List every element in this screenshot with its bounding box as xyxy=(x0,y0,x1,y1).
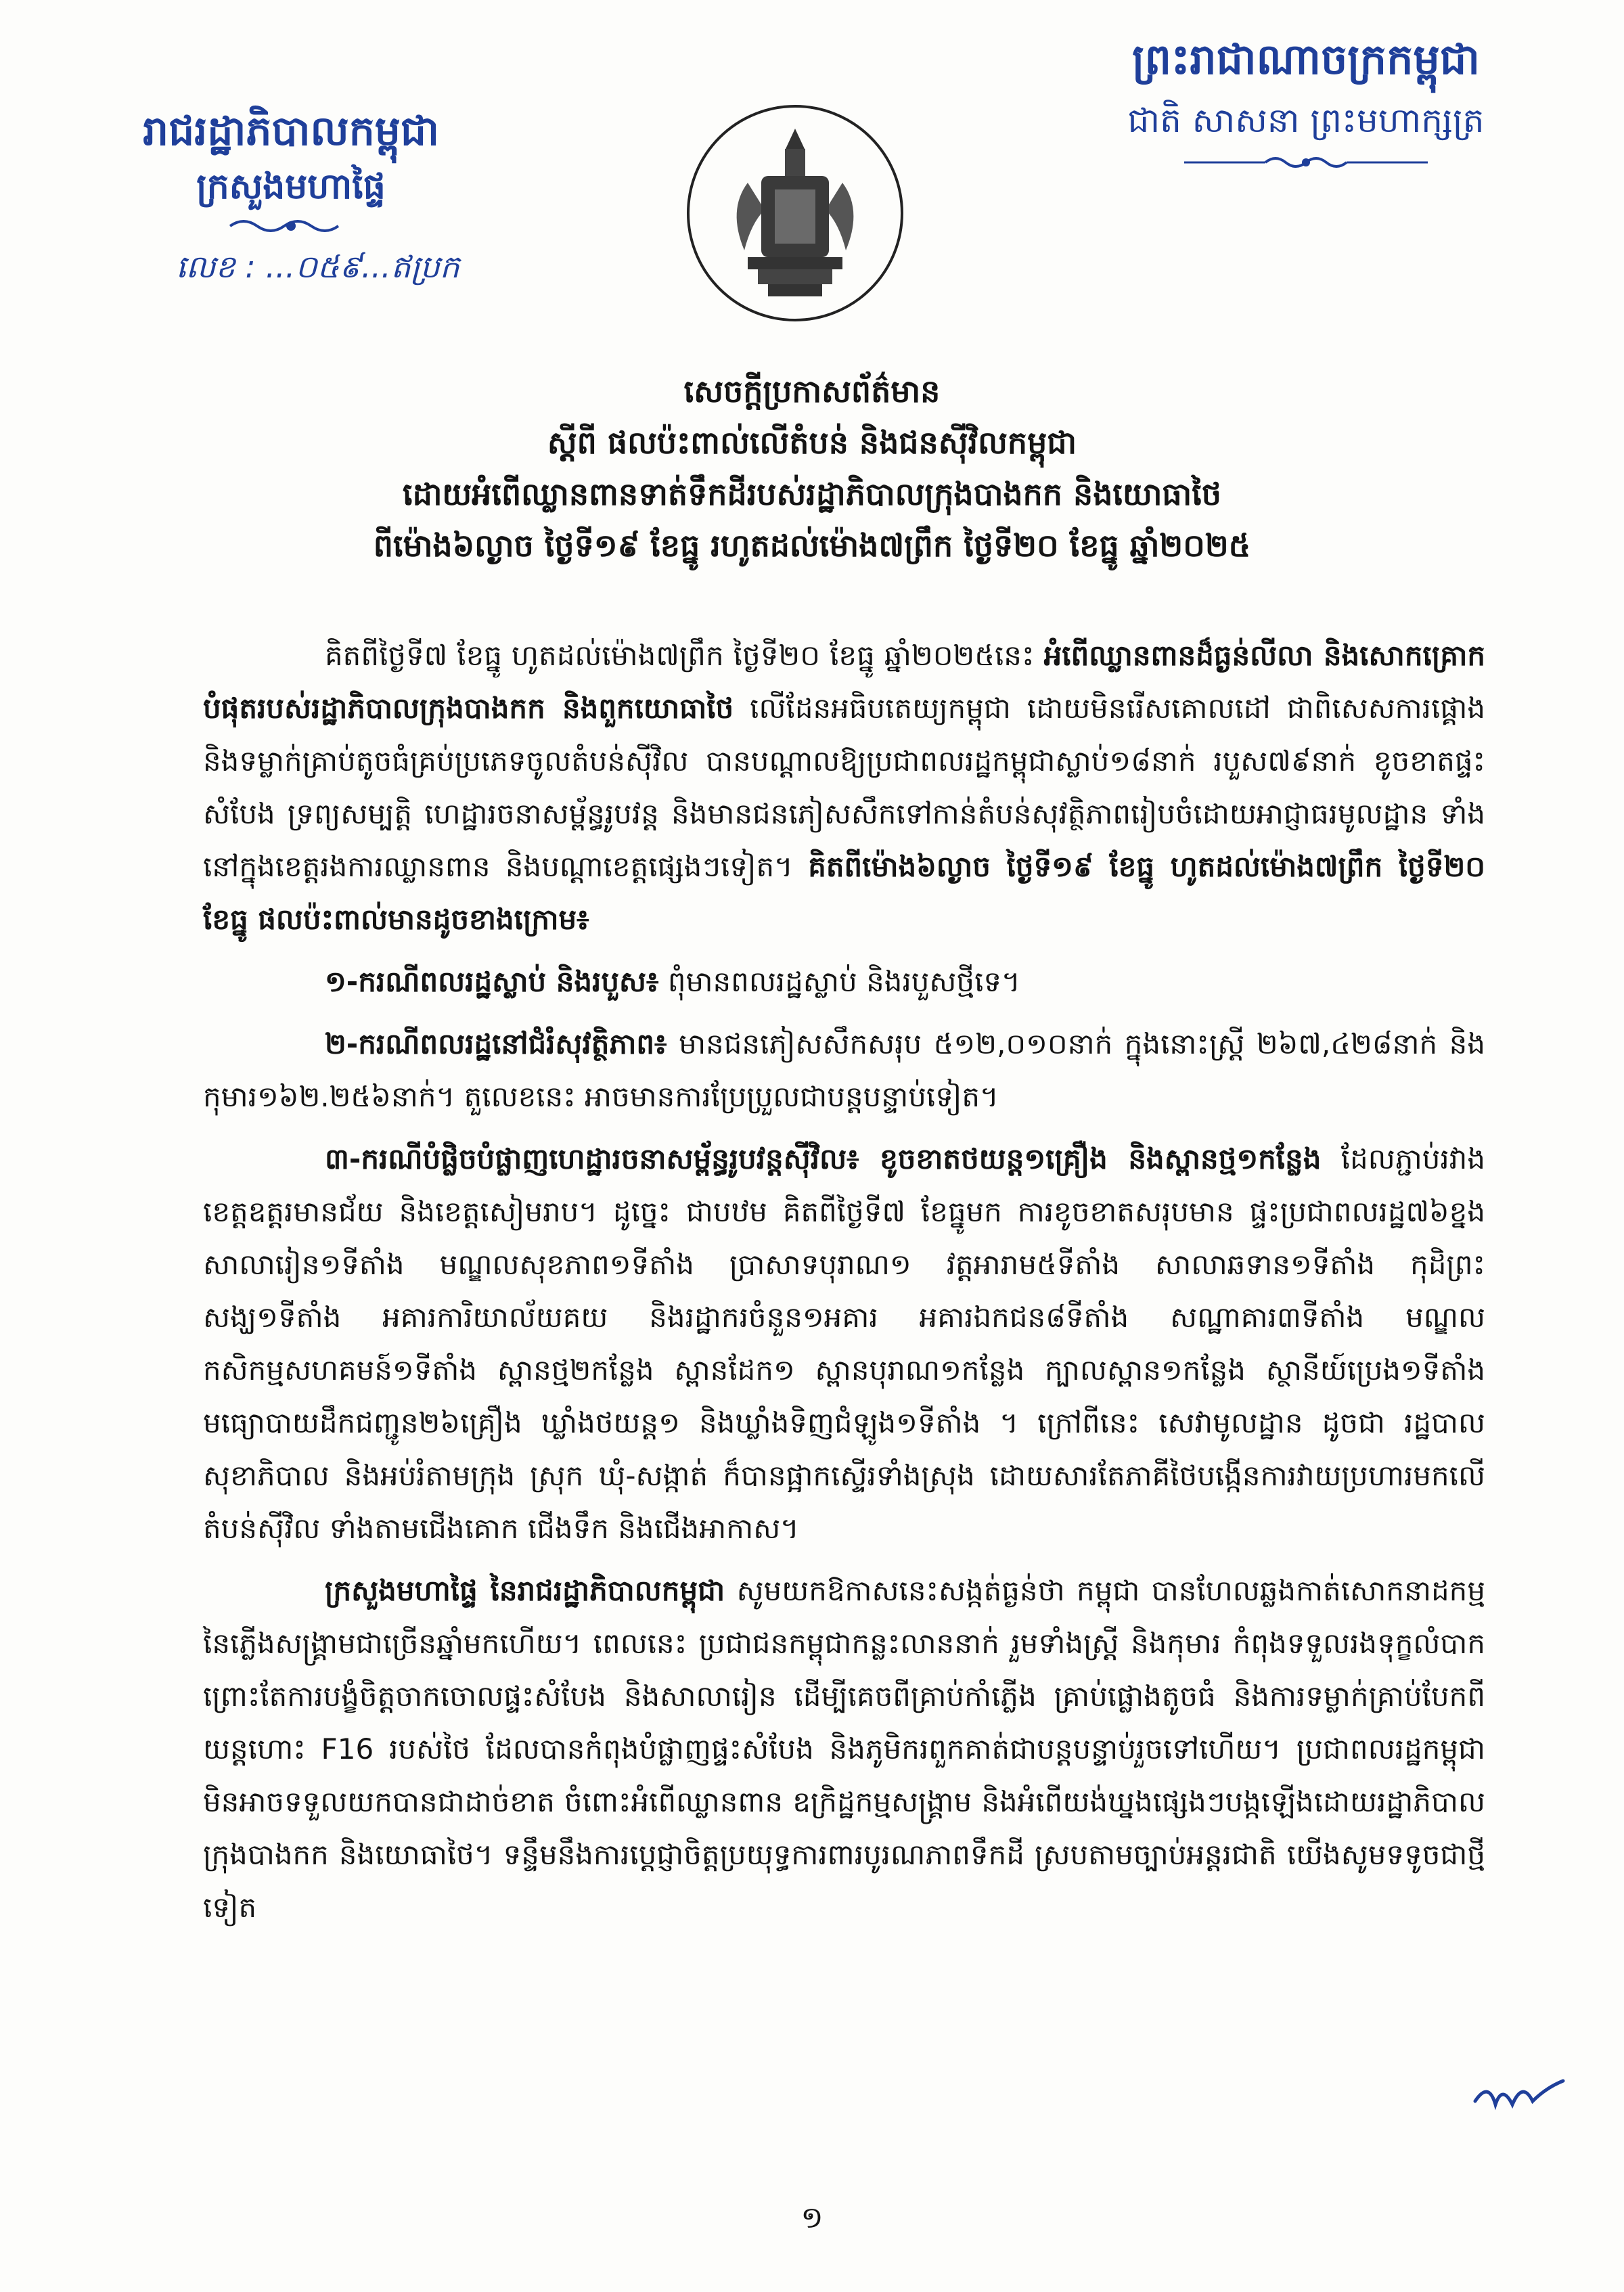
intro-rest: លើដែនអធិបតេយ្យកម្ពុជា ដោយមិនរើសគោលដៅ ជាពិសេសការផ្គោង និងទម្លាក់គ្រាប់តូចធំគ្រប់ប្រភេទចូលតំបន់ស៊ីវិល បានបណ្តាលឱ្យប្រជាពលរដ្ឋកម្ពុជាស្លាប់១៨នាក់ របួស៧៩នាក់ ខូចខាតផ្ទះសំបែង ទ្រព្យសម្បត្តិ ហេដ្ឋារចនាសម្ព័ន្ធរូបវន្ត និងមានជនភៀសសឹកទៅកាន់តំបន់សុវត្ថិភាពរៀបចំដោយអាជ្ញាធរមូលដ្ឋាន ទាំងនៅក្នុងខេត្តរងការឈ្លានពាន និងបណ្តាខេត្តផ្សេងៗទៀត។ xyxy=(203,692,1485,883)
ministry-rest: សូមយកឱកាសនេះសង្កត់ធ្ងន់ថា កម្ពុជា បានហែលឆ្លងកាត់សោកនាដកម្មនៃភ្លើងសង្គ្រាមជាច្រើនឆ្នាំមកហើយ។ ពេលនេះ ប្រជាជនកម្ពុជាកន្លះលាននាក់ រួមទាំងស្ត្រី និងកុមារ កំពុងទទួលរងទុក្ខលំបាក ព្រោះតែការបង្ខំចិត្តចាកចោលផ្ទះសំបែង និងសាលារៀន ដើម្បីគេចពីគ្រាប់កាំភ្លើង គ្រាប់ផ្លោងតូចធំ និងការទម្លាក់គ្រាប់បែកពីយន្តហោះ F16 របស់ថៃ ដែលបានកំពុងបំផ្លាញផ្ទះសំបែង និងភូមិករពួកគាត់ជាបន្តបន្ទាប់រួចទៅហើយ។ ប្រជាពលរដ្ឋកម្ពុជា មិនអាចទទួលយកបានជាដាច់ខាត ចំពោះអំពើឈ្លានពាន ឧក្រិដ្ឋកម្មសង្គ្រាម និងអំពើយង់ឃ្នងផ្សេងៗបង្កឡើងដោយរដ្ឋាភិបាលក្រុងបាងកក និងយោធាថៃ។ ទន្ទឹមនឹងការប្តេជ្ញាចិត្តប្រយុទ្ធការពារបូរណភាពទឹកដី ស្របតាមច្បាប់អន្តរជាតិ យើងសូមទទូចជាថ្មីទៀត xyxy=(203,1574,1485,1924)
item-displaced xyxy=(203,1018,1485,1123)
item-2-rest: មានជនភៀសសឹកសរុប ៥១២,០១០នាក់ ក្នុងនោះស្ត្រី ២៦៧,៤២៨នាក់ និងកុមារ១៦២.២៥៦នាក់។ តួលេខនេះ អាចមានការប្រែប្រួលជាបន្តបន្ទាប់ទៀត។ xyxy=(203,1027,1485,1113)
item-infrastructure xyxy=(203,1133,1485,1555)
left-header xyxy=(102,102,480,291)
page-number: ១ xyxy=(800,2201,824,2235)
ministry-name: ក្រសួងមហាផ្ទៃ xyxy=(196,166,386,207)
ministry-lead: ក្រសួងមហាផ្ទៃ នៃរាជរដ្ឋាភិបាលកម្ពុជា xyxy=(325,1574,725,1607)
item-1-rest: ពុំមានពលរដ្ឋស្លាប់ និងរបួសថ្មីទេ។ xyxy=(667,965,1020,998)
paragraph-intro xyxy=(203,629,1485,946)
item-3-lead: ៣-ករណីបំផ្លិចបំផ្លាញហេដ្ឋារចនាសម្ព័ន្ធរូបវន្តស៊ីវិល៖ ខូចខាតថយន្ត១គ្រឿង និងស្ពានថ្ម១កន្លែង xyxy=(325,1142,1322,1175)
royal-arms-emblem-icon xyxy=(683,102,907,325)
title-line-2: ស្តីពី ផលប៉ះពាល់លើតំបន់ និងជនស៊ីវិលកម្ពុជា xyxy=(547,424,1077,461)
document-title xyxy=(162,365,1462,571)
ornament-divider-icon xyxy=(1062,149,1550,176)
right-header xyxy=(1062,27,1550,179)
item-2-lead: ២-ករណីពលរដ្ឋនៅជំរំសុវត្ថិភាព៖ xyxy=(325,1027,667,1060)
signature-initials-icon xyxy=(1468,2071,1570,2118)
national-motto: ជាតិ សាសនា ព្រះមហាក្សត្រ xyxy=(1127,101,1485,140)
kingdom-name: ព្រះរាជាណាចក្រកម្ពុជា xyxy=(1132,35,1480,84)
title-line-3: ដោយអំពើឈ្លានពានទាត់ទឹកដីរបស់រដ្ឋាភិបាលក្រុងបាងកក និងយោធាថៃ xyxy=(402,476,1222,512)
government-name: រាជរដ្ឋាភិបាលកម្ពុជា xyxy=(143,108,439,155)
title-line-1: សេចក្តីប្រកាសព័ត៌មាន xyxy=(683,373,941,409)
paragraph-ministry-statement xyxy=(203,1565,1485,1934)
item-3-rest: ដែលភ្ជាប់រវាងខេត្តឧត្តរមានជ័យ និងខេត្តសៀមរាប។ ដូច្នេះ ជាបឋម គិតពីថ្ងៃទី៧ ខែធ្នូមក ការខូចខាតសរុបមាន ផ្ទះប្រជាពលរដ្ឋ៧៦ខ្នង សាលារៀន១ទីតាំង មណ្ឌលសុខភាព១ទីតាំង ប្រាសាទបុរាណ១ វត្តអារាម៥ទីតាំង សាលាឆទាន១ទីតាំង កុដិព្រះសង្ឃ១ទីតាំង អគារការិយាល័យគយ និងរដ្ឋាករចំនួន១អគារ អគារឯកជន៨ទីតាំង សណ្ឋាគារ៣ទីតាំង មណ្ឌលកសិកម្មសហគមន៍១ទីតាំង ស្ពានថ្ម២កន្លែង ស្ពានដែក១ ស្ពានបុរាណ១កន្លែង ក្បាលស្ពាន១កន្លែង ស្ថានីយ៍ប្រេង១ទីតាំង មធ្យោបាយដឹកជញ្ជូន២៦គ្រឿង ឃ្លាំងថយន្ត១ និងឃ្លាំងទិញជំឡូង១ទីតាំង ។ ក្រៅពីនេះ សេវាមូលដ្ឋាន ដូចជា រដ្ឋបាល សុខាភិបាល និងអប់រំតាមក្រុង ស្រុក ឃុំ-សង្កាត់ ក៏បានផ្អាកស្ទើរទាំងស្រុង ដោយសារតែភាគីថៃបង្កើនការវាយប្រហារមកលើតំបន់ស៊ីវិល ទាំងតាមជើងគោក ជើងទឹក និងជើងអាកាស។ xyxy=(203,1142,1485,1545)
item-1-lead: ១-ករណីពលរដ្ឋស្លាប់ និងរបួស៖ xyxy=(325,965,659,998)
intro-bold-2: គិតពីម៉ោង៦ល្ងាច ថ្ងៃទី១៩ ខែធ្នូ ហូតដល់ម៉ោង៧ព្រឹក ថ្ងៃទី២០ ខែធ្នូ ផលប៉ះពាល់មានដូចខាងក្រោម៖ xyxy=(203,850,1485,936)
reference-number: លេខ : ...០៥៩...ឥប្រក xyxy=(176,248,460,285)
ornament-divider-icon xyxy=(102,212,480,240)
item-casualties xyxy=(203,956,1485,1008)
title-line-4: ពីម៉ោង៦ល្ងាច ថ្ងៃទី១៩ ខែធ្នូ រហូតដល់ម៉ោង៧ព្រឹក ថ្ងៃទី២០ ខែធ្នូ ឆ្នាំ២០២៥ xyxy=(373,527,1251,564)
document-body xyxy=(203,629,1485,1943)
intro-lead: គិតពីថ្ងៃទី៧ ខែធ្នូ ហូតដល់ម៉ោង៧ព្រឹក ថ្ងៃទី២០ ខែធ្នូ ឆ្នាំ២០២៥នេះ xyxy=(325,639,1035,672)
intro-bold: អំពើឈ្លានពានដ៏ធ្ងន់លីលា និងសោកគ្រោកបំផុតរបស់រដ្ឋាភិបាលក្រុងបាងកក និងពួកយោធាថៃ xyxy=(203,639,1485,725)
